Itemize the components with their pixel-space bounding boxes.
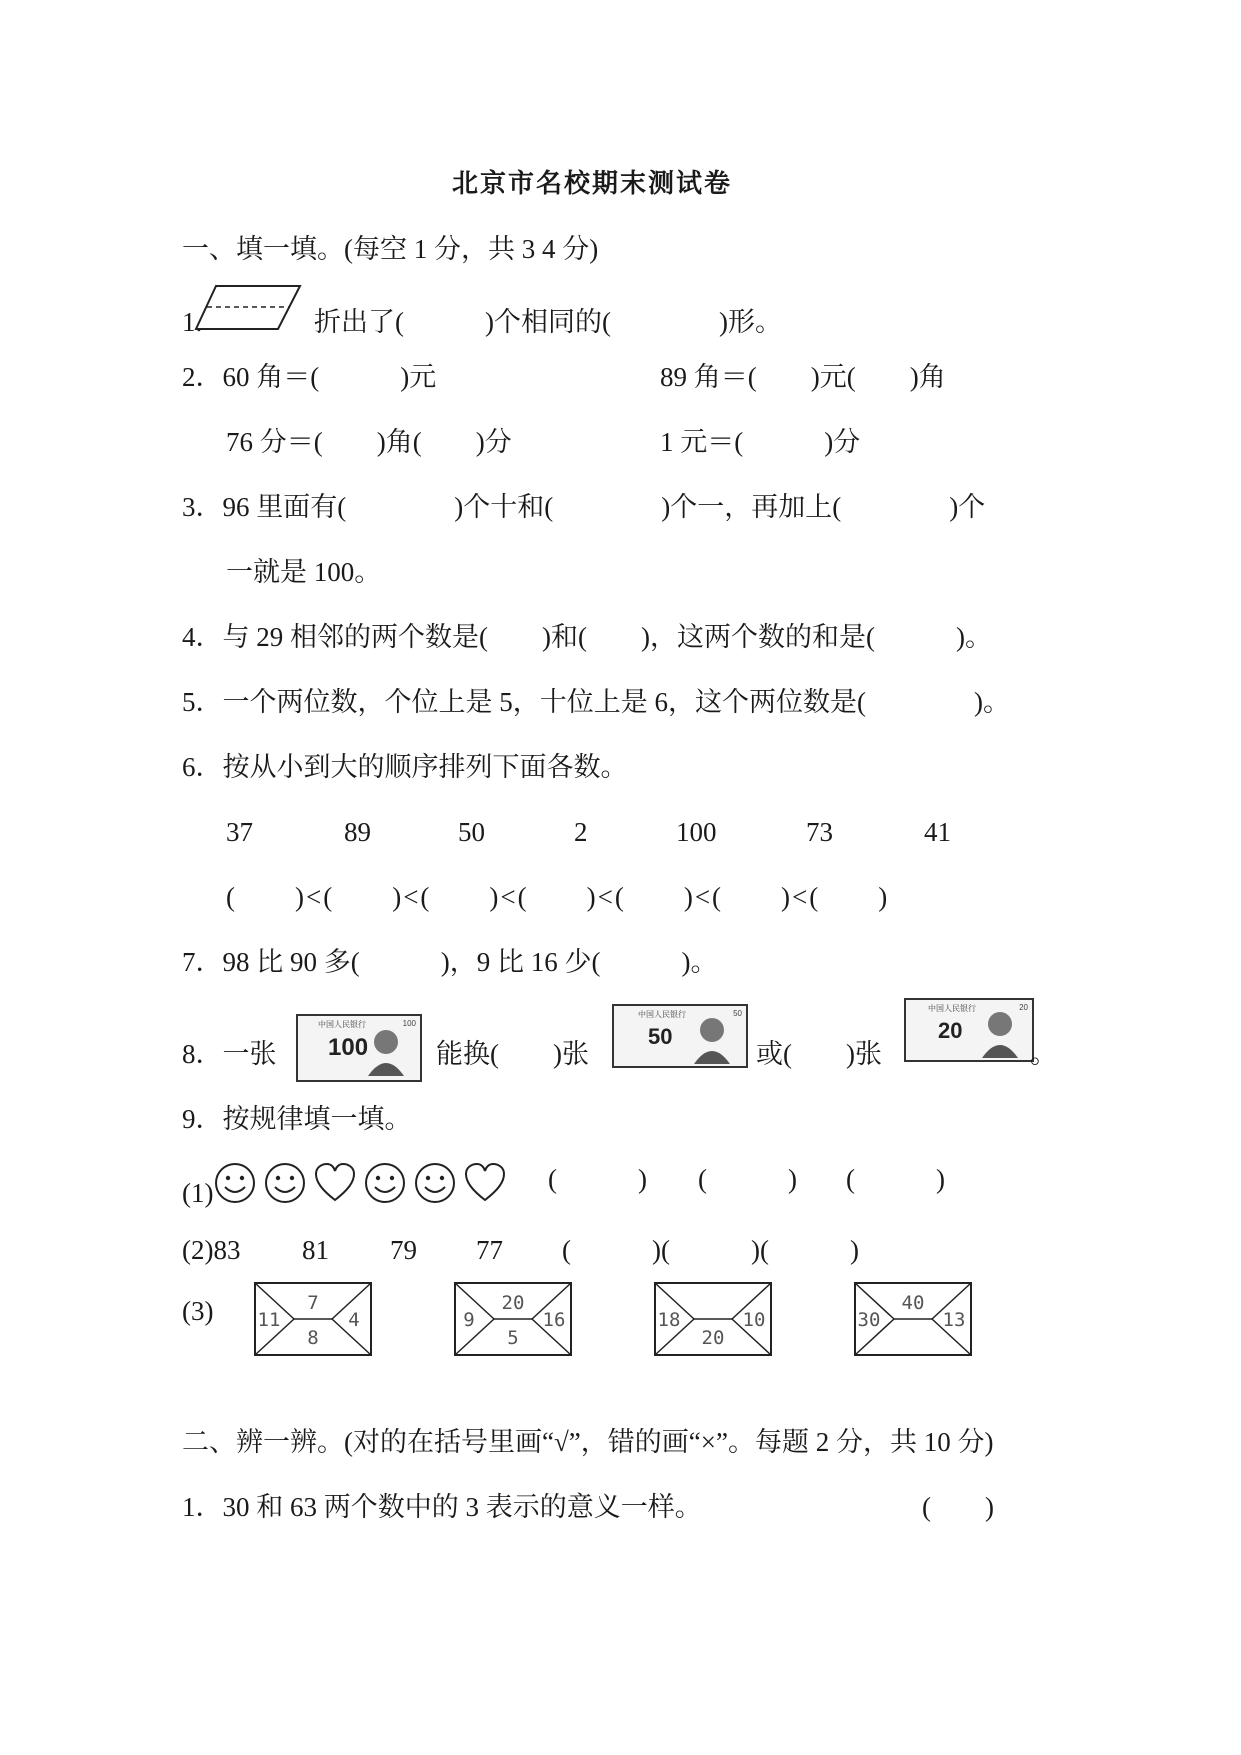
q9-p2-label: (2)83 — [182, 1235, 241, 1265]
envelope-left-number: 18 — [657, 1309, 681, 1331]
heart-icon — [314, 1162, 356, 1204]
folded-paper-parallelogram-icon — [194, 283, 302, 331]
q9-p2-value: 77 — [476, 1235, 503, 1265]
envelope-left-number: 30 — [857, 1309, 881, 1331]
q5: 5．一个两位数，个位上是 5，十位上是 6，这个两位数是( )。 — [182, 687, 1010, 717]
envelope-puzzle-3 — [654, 1282, 772, 1356]
portrait-icon — [692, 1014, 732, 1064]
q6-number: 50 — [458, 817, 485, 847]
q6-text: 6．按从小到大的顺序排列下面各数。 — [182, 752, 628, 782]
envelope-right-number: 10 — [742, 1309, 766, 1331]
q6-number: 41 — [924, 817, 951, 847]
envelope-right-number: 13 — [942, 1309, 966, 1331]
banknote-caption: 中国人民银行 — [318, 1020, 366, 1029]
envelope-top-number: 20 — [501, 1292, 525, 1314]
q6-order-row: ( )<( )<( )<( )<( )<( )<( ) — [226, 882, 890, 912]
q3-line1: 3．96 里面有( )个十和( )个一，再加上( )个 — [182, 492, 986, 522]
q7: 7．98 比 90 多( )，9 比 16 少( )。 — [182, 947, 718, 977]
q1-number: 1. — [182, 307, 203, 337]
envelope-puzzle-4 — [854, 1282, 972, 1356]
q4: 4．与 29 相邻的两个数是( )和( )，这两个数的和是( )。 — [182, 622, 992, 652]
envelope-puzzle-1 — [254, 1282, 372, 1356]
banknote-20-image — [904, 998, 1034, 1062]
q2-b: 89 角＝( )元( )角 — [660, 362, 946, 392]
smiley-icon — [414, 1162, 456, 1204]
section-1-heading: 一、填一填。(每空 1 分，共 3 4 分) — [182, 234, 599, 264]
envelope-bottom-number: 5 — [507, 1327, 519, 1349]
q9-p1-blank: ( ) — [548, 1164, 647, 1194]
q6-number: 2 — [574, 817, 588, 847]
envelope-puzzle-2 — [454, 1282, 572, 1356]
q6-number: 37 — [226, 817, 253, 847]
q2-c: 76 分＝( )角( )分 — [226, 427, 512, 457]
envelope-left-number: 11 — [257, 1309, 281, 1331]
q8-prefix: 8．一张 — [182, 1039, 277, 1069]
banknote-corner: 20 — [1019, 1003, 1028, 1012]
envelope-top-number: 40 — [901, 1292, 925, 1314]
banknote-corner: 100 — [402, 1019, 416, 1028]
banknote-caption: 中国人民银行 — [638, 1010, 686, 1019]
q1-text: 折出了( )个相同的( )形。 — [314, 307, 782, 337]
banknote-denomination: 100 — [328, 1034, 369, 1061]
q9-p3-label: (3) — [182, 1296, 214, 1326]
envelope-bottom-number: 20 — [701, 1327, 725, 1349]
banknote-corner: 50 — [733, 1009, 742, 1018]
q9-p2-value: 79 — [390, 1235, 417, 1265]
q6-number: 73 — [806, 817, 833, 847]
envelope-right-number: 4 — [348, 1309, 360, 1331]
q3-line2: 一就是 100。 — [226, 557, 382, 587]
envelope-right-number: 16 — [542, 1309, 566, 1331]
smiley-icon — [264, 1162, 306, 1204]
q8-mid1: 能换( )张 — [436, 1039, 589, 1069]
banknote-denomination: 50 — [648, 1024, 673, 1049]
envelope-top-number: 7 — [307, 1292, 319, 1314]
q8-end: 。 — [1030, 1039, 1057, 1069]
q9-text: 9．按规律填一填。 — [182, 1104, 412, 1134]
portrait-icon — [980, 1008, 1020, 1058]
section-2-heading: 二、辨一辨。(对的在括号里画“√”，错的画“×”。每题 2 分，共 10 分) — [182, 1427, 994, 1457]
smiley-icon — [364, 1162, 406, 1204]
s2-q1-answer-blank: ( ) — [922, 1492, 994, 1522]
q2-a: 2．60 角＝( )元 — [182, 362, 437, 392]
heart-icon — [464, 1162, 506, 1204]
banknote-denomination: 20 — [938, 1018, 963, 1043]
q9-p1-blank: ( ) — [698, 1164, 797, 1194]
s2-q1-text: 1．30 和 63 两个数中的 3 表示的意义一样。 — [182, 1492, 702, 1522]
smiley-icon — [214, 1162, 256, 1204]
q2-d: 1 元＝( )分 — [660, 427, 861, 457]
q6-number: 100 — [676, 817, 717, 847]
banknote-50-image — [612, 1004, 748, 1068]
q8-mid2: 或( )张 — [756, 1039, 882, 1069]
q9-p2-blanks: ( )( )( ) — [562, 1235, 859, 1265]
page-title: 北京市名校期末测试卷 — [452, 169, 733, 199]
q9-p2-value: 81 — [302, 1235, 329, 1265]
envelope-left-number: 9 — [463, 1309, 475, 1331]
banknote-100-image — [296, 1014, 422, 1082]
portrait-icon — [366, 1026, 406, 1076]
envelope-bottom-number: 8 — [307, 1327, 319, 1349]
q9-p1-label: (1) — [182, 1178, 214, 1208]
banknote-caption: 中国人民银行 — [928, 1004, 976, 1013]
q9-p1-blank: ( ) — [846, 1164, 945, 1194]
q6-number: 89 — [344, 817, 371, 847]
